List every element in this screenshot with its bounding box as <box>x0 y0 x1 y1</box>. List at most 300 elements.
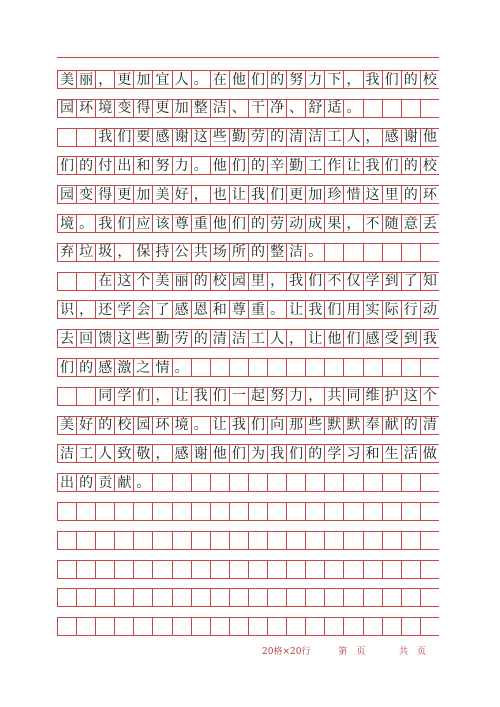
grid-cell: 们 <box>57 156 76 175</box>
grid-cell <box>363 502 382 521</box>
grid-cell: 好 <box>172 185 191 204</box>
grid-cell: 致 <box>114 444 133 463</box>
grid-cell: 美 <box>152 185 171 204</box>
grid-cell <box>363 588 382 607</box>
grid-cell <box>324 502 343 521</box>
grid-cell: 我 <box>229 416 248 435</box>
grid-cell: ， <box>286 329 305 348</box>
grid-cell: 洁 <box>57 444 76 463</box>
grid-cell: 活 <box>401 444 420 463</box>
grid-cell <box>210 560 229 579</box>
grid-cell <box>57 502 76 521</box>
grid-cell: ， <box>343 70 362 89</box>
grid-cell: 。 <box>191 416 210 435</box>
grid-cell: 加 <box>133 185 152 204</box>
grid-cell <box>382 502 401 521</box>
grid-cell: 们 <box>267 185 286 204</box>
grid-cell <box>133 588 152 607</box>
grid-cell: 付 <box>95 156 114 175</box>
grid-cell: 向 <box>267 416 286 435</box>
grid-cell: 际 <box>382 300 401 319</box>
grid-cell <box>152 560 171 579</box>
grid-cell: 丽 <box>172 272 191 291</box>
grid-cell: 一 <box>229 387 248 406</box>
grid-cell: 变 <box>76 185 95 204</box>
grid-cell: 不 <box>324 272 343 291</box>
grid-cell: 这 <box>114 329 133 348</box>
grid-cell: 默 <box>343 416 362 435</box>
grid-cell: 学 <box>114 387 133 406</box>
grid-cell <box>305 560 324 579</box>
grid-cell: 努 <box>286 70 305 89</box>
grid-cell <box>286 473 305 492</box>
grid-cell <box>324 473 343 492</box>
grid-cell: 让 <box>305 329 324 348</box>
grid-cell <box>343 243 362 262</box>
grid-cell <box>324 358 343 377</box>
grid-cell: 。 <box>191 70 210 89</box>
grid-cell: 校 <box>420 70 439 89</box>
grid-cell <box>172 588 191 607</box>
grid-cell: 维 <box>363 387 382 406</box>
grid-cell: 谢 <box>172 128 191 147</box>
grid-cell <box>95 617 114 636</box>
grid-cell <box>76 387 95 406</box>
grid-cell: 工 <box>324 128 343 147</box>
grid-cell <box>152 531 171 550</box>
grid-cell <box>382 473 401 492</box>
grid-cell <box>420 617 439 636</box>
grid-cell: 洁 <box>286 243 305 262</box>
grid-cell: 的 <box>401 416 420 435</box>
grid-cell: 实 <box>363 300 382 319</box>
grid-cell <box>286 502 305 521</box>
grid-cell: 他 <box>229 70 248 89</box>
grid-cell: 校 <box>114 416 133 435</box>
grid-cell: 清 <box>210 329 229 348</box>
grid-row <box>57 473 439 492</box>
grid-cell: 让 <box>210 416 229 435</box>
grid-cell: 的 <box>401 70 420 89</box>
grid-cell: 工 <box>76 444 95 463</box>
grid-cell: 行 <box>401 300 420 319</box>
grid-row <box>57 444 439 463</box>
grid-cell <box>305 531 324 550</box>
grid-cell <box>57 617 76 636</box>
grid-cell: 力 <box>286 387 305 406</box>
grid-cell: 同 <box>343 387 362 406</box>
grid-cell: 在 <box>95 272 114 291</box>
grid-cell <box>286 358 305 377</box>
grid-cell: 场 <box>210 243 229 262</box>
grid-cell <box>343 617 362 636</box>
grid-cell: 人 <box>343 128 362 147</box>
grid-cell: 们 <box>57 358 76 377</box>
grid-cell <box>172 560 191 579</box>
grid-cell <box>76 531 95 550</box>
grid-cell <box>420 358 439 377</box>
grid-cell: 的 <box>191 329 210 348</box>
grid-cell <box>363 473 382 492</box>
grid-cell: 受 <box>382 329 401 348</box>
grid-cell: 的 <box>191 272 210 291</box>
grid-cell: 的 <box>401 185 420 204</box>
grid-cell: 们 <box>324 300 343 319</box>
grid-cell: 园 <box>229 272 248 291</box>
grid-cell <box>76 588 95 607</box>
grid-cell: 动 <box>420 300 439 319</box>
grid-cell: 默 <box>324 416 343 435</box>
grid-cell: 勤 <box>286 156 305 175</box>
grid-cell: 为 <box>248 444 267 463</box>
grid-cell <box>57 387 76 406</box>
grid-cell <box>133 617 152 636</box>
grid-cell: 工 <box>305 156 324 175</box>
grid-row <box>57 300 439 319</box>
grid-cell <box>76 617 95 636</box>
grid-cell: 谢 <box>401 128 420 147</box>
grid-cell: 的 <box>401 156 420 175</box>
grid-cell <box>210 617 229 636</box>
grid-cell <box>172 617 191 636</box>
grid-cell: 园 <box>133 416 152 435</box>
grid-cell: 这 <box>401 387 420 406</box>
grid-cell <box>95 531 114 550</box>
grid-cell <box>286 617 305 636</box>
grid-cell: 境 <box>172 416 191 435</box>
grid-cell: 。 <box>305 243 324 262</box>
grid-cell: 园 <box>57 99 76 118</box>
grid-cell <box>57 272 76 291</box>
grid-cell: 了 <box>152 300 171 319</box>
grid-cell: 我 <box>95 128 114 147</box>
grid-cell: 保 <box>133 243 152 262</box>
grid-cell <box>420 502 439 521</box>
grid-cell: 我 <box>267 444 286 463</box>
grid-cell: 还 <box>95 300 114 319</box>
grid-row <box>57 243 439 262</box>
grid-cell <box>363 243 382 262</box>
grid-cell: 更 <box>114 70 133 89</box>
grid-cell: 成 <box>305 214 324 233</box>
grid-cell <box>152 502 171 521</box>
grid-cell <box>305 502 324 521</box>
grid-cell: 珍 <box>324 185 343 204</box>
grid-cell <box>248 502 267 521</box>
grid-row <box>57 588 439 607</box>
grid-cell: 宜 <box>152 70 171 89</box>
grid-cell <box>382 588 401 607</box>
grid-cell <box>95 588 114 607</box>
grid-cell <box>343 588 362 607</box>
grid-cell: 们 <box>305 272 324 291</box>
grid-cell <box>324 617 343 636</box>
grid-cell: ， <box>152 387 171 406</box>
grid-cell <box>343 531 362 550</box>
grid-cell: 美 <box>152 272 171 291</box>
grid-cell: 让 <box>286 300 305 319</box>
grid-cell <box>191 358 210 377</box>
grid-row <box>57 617 439 636</box>
grid-row <box>57 128 439 147</box>
grid-cell: 下 <box>324 70 343 89</box>
grid-cell: ， <box>191 185 210 204</box>
grid-cell: ， <box>95 70 114 89</box>
grid-cell <box>210 588 229 607</box>
grid-cell: 随 <box>382 214 401 233</box>
grid-cell <box>343 358 362 377</box>
grid-cell <box>57 128 76 147</box>
grid-cell: 该 <box>152 214 171 233</box>
grid-cell <box>248 473 267 492</box>
grid-cell: ， <box>305 387 324 406</box>
grid-cell: 他 <box>210 214 229 233</box>
grid-cell: 美 <box>57 416 76 435</box>
grid-cell: 学 <box>363 272 382 291</box>
grid-size-label: 20格×20行 <box>262 647 311 657</box>
grid-cell <box>305 473 324 492</box>
grid-cell: 感 <box>172 300 191 319</box>
grid-cell: 加 <box>172 99 191 118</box>
grid-cell <box>382 99 401 118</box>
grid-row <box>57 185 439 204</box>
grid-cell: 劳 <box>248 128 267 147</box>
grid-cell: 不 <box>363 214 382 233</box>
grid-cell: 舒 <box>305 99 324 118</box>
grid-cell <box>286 560 305 579</box>
grid-cell <box>343 560 362 579</box>
grid-cell: 他 <box>324 329 343 348</box>
grid-cell <box>324 560 343 579</box>
grid-cell: 那 <box>286 416 305 435</box>
grid-cell: 这 <box>114 272 133 291</box>
grid-cell: ， <box>267 272 286 291</box>
grid-cell <box>305 588 324 607</box>
grid-cell: 努 <box>152 156 171 175</box>
grid-cell: 们 <box>286 444 305 463</box>
grid-cell <box>267 358 286 377</box>
grid-cell: 感 <box>363 329 382 348</box>
grid-cell: 人 <box>172 70 191 89</box>
grid-cell: 洁 <box>229 329 248 348</box>
grid-cell: 这 <box>363 185 382 204</box>
grid-cell: 出 <box>57 473 76 492</box>
grid-cell <box>324 243 343 262</box>
grid-cell: 们 <box>210 387 229 406</box>
grid-cell <box>191 617 210 636</box>
grid-cell <box>248 588 267 607</box>
grid-cell <box>114 588 133 607</box>
grid-cell: 的 <box>248 243 267 262</box>
grid-cell <box>248 358 267 377</box>
grid-cell: 更 <box>286 185 305 204</box>
grid-cell: 生 <box>382 444 401 463</box>
grid-cell <box>401 99 420 118</box>
grid-cell <box>57 560 76 579</box>
grid-cell <box>401 502 420 521</box>
grid-cell <box>248 531 267 550</box>
grid-row <box>57 214 439 233</box>
grid-cell: 感 <box>152 128 171 147</box>
grid-cell <box>191 531 210 550</box>
grid-cell: 和 <box>363 444 382 463</box>
grid-cell: 环 <box>420 185 439 204</box>
grid-cell <box>382 358 401 377</box>
grid-cell: 我 <box>95 214 114 233</box>
grid-cell: 圾 <box>95 243 114 262</box>
grid-cell <box>152 473 171 492</box>
grid-cell: 们 <box>248 416 267 435</box>
grid-cell: 更 <box>114 185 133 204</box>
grid-cell <box>267 560 286 579</box>
grid-cell <box>133 502 152 521</box>
grid-cell <box>305 617 324 636</box>
grid-cell: 得 <box>95 185 114 204</box>
grid-cell: 得 <box>133 99 152 118</box>
grid-cell <box>114 502 133 521</box>
grid-cell <box>382 560 401 579</box>
grid-cell: 他 <box>210 156 229 175</box>
grid-cell: 的 <box>76 473 95 492</box>
grid-cell: 园 <box>57 185 76 204</box>
grid-cell <box>172 473 191 492</box>
grid-cell <box>76 128 95 147</box>
grid-cell <box>420 99 439 118</box>
grid-cell: 让 <box>229 185 248 204</box>
grid-cell: 、 <box>229 99 248 118</box>
grid-cell: ， <box>343 214 362 233</box>
grid-cell: 要 <box>133 128 152 147</box>
grid-cell <box>191 560 210 579</box>
grid-cell <box>210 473 229 492</box>
grid-cell: 。 <box>172 358 191 377</box>
grid-cell: 们 <box>114 128 133 147</box>
grid-cell: 的 <box>248 214 267 233</box>
grid-cell <box>57 588 76 607</box>
grid-cell: 激 <box>114 358 133 377</box>
grid-cell: 学 <box>324 444 343 463</box>
grid-cell: 弃 <box>57 243 76 262</box>
grid-cell <box>191 473 210 492</box>
grid-cell <box>267 473 286 492</box>
grid-cell <box>210 531 229 550</box>
grid-cell <box>382 617 401 636</box>
grid-cell: 环 <box>152 416 171 435</box>
grid-row <box>57 156 439 175</box>
grid-cell <box>229 473 248 492</box>
grid-cell: 洁 <box>305 128 324 147</box>
grid-cell: 让 <box>343 156 362 175</box>
grid-cell: 感 <box>382 128 401 147</box>
grid-cell: 我 <box>363 70 382 89</box>
grid-cell: 力 <box>172 156 191 175</box>
grid-cell <box>114 531 133 550</box>
grid-cell: 果 <box>324 214 343 233</box>
grid-row <box>57 502 439 521</box>
grid-cell <box>57 531 76 550</box>
grid-cell: 回 <box>76 329 95 348</box>
grid-cell <box>286 531 305 550</box>
grid-cell <box>229 358 248 377</box>
grid-cell <box>172 531 191 550</box>
grid-row <box>57 70 439 89</box>
grid-cell: 应 <box>133 214 152 233</box>
grid-cell <box>420 560 439 579</box>
grid-cell: 这 <box>191 128 210 147</box>
grid-cell <box>363 99 382 118</box>
grid-cell <box>363 617 382 636</box>
grid-cell <box>191 588 210 607</box>
grid-cell: 整 <box>191 99 210 118</box>
grid-cell: 到 <box>382 272 401 291</box>
grid-cell <box>363 560 382 579</box>
grid-cell: 感 <box>172 444 191 463</box>
grid-cell <box>401 588 420 607</box>
grid-cell: 习 <box>343 444 362 463</box>
grid-cell: 清 <box>286 128 305 147</box>
grid-row <box>57 416 439 435</box>
grid-cell: 我 <box>248 185 267 204</box>
grid-cell <box>324 588 343 607</box>
grid-cell <box>267 588 286 607</box>
grid-cell: 我 <box>305 300 324 319</box>
grid-cell <box>76 560 95 579</box>
grid-cell: 人 <box>95 444 114 463</box>
grid-cell: 重 <box>191 214 210 233</box>
grid-cell: 做 <box>420 444 439 463</box>
grid-cell: 尊 <box>172 214 191 233</box>
grid-cell <box>401 560 420 579</box>
grid-cell: 们 <box>229 156 248 175</box>
grid-cell: 里 <box>382 185 401 204</box>
grid-cell: 校 <box>210 272 229 291</box>
grid-cell <box>420 531 439 550</box>
grid-cell: 他 <box>210 444 229 463</box>
grid-cell: 和 <box>133 156 152 175</box>
grid-cell: 的 <box>305 444 324 463</box>
grid-cell: 献 <box>382 416 401 435</box>
grid-cell: 变 <box>114 99 133 118</box>
grid-cell: 美 <box>57 70 76 89</box>
grid-cell: 尊 <box>229 300 248 319</box>
grid-cell: 加 <box>305 185 324 204</box>
grid-cell: 会 <box>133 300 152 319</box>
grid-cell <box>95 502 114 521</box>
grid-cell: 。 <box>343 99 362 118</box>
grid-cell <box>133 531 152 550</box>
grid-cell <box>420 243 439 262</box>
grid-cell: 同 <box>95 387 114 406</box>
grid-cell <box>248 560 267 579</box>
grid-cell: 重 <box>248 300 267 319</box>
grid-cell <box>248 617 267 636</box>
grid-cell: 加 <box>133 70 152 89</box>
grid-cell: ， <box>152 444 171 463</box>
grid-cell: 努 <box>267 387 286 406</box>
grid-cell <box>401 358 420 377</box>
grid-cell: 们 <box>343 329 362 348</box>
grid-cell <box>210 502 229 521</box>
grid-cell: 献 <box>114 473 133 492</box>
grid-cell <box>210 358 229 377</box>
grid-cell: 丢 <box>420 214 439 233</box>
grid-cell <box>172 502 191 521</box>
grid-cell: 馈 <box>95 329 114 348</box>
grid-cell: 。 <box>191 156 210 175</box>
grid-cell: 干 <box>248 99 267 118</box>
grid-cell: 洁 <box>210 99 229 118</box>
grid-cell: 丽 <box>76 70 95 89</box>
